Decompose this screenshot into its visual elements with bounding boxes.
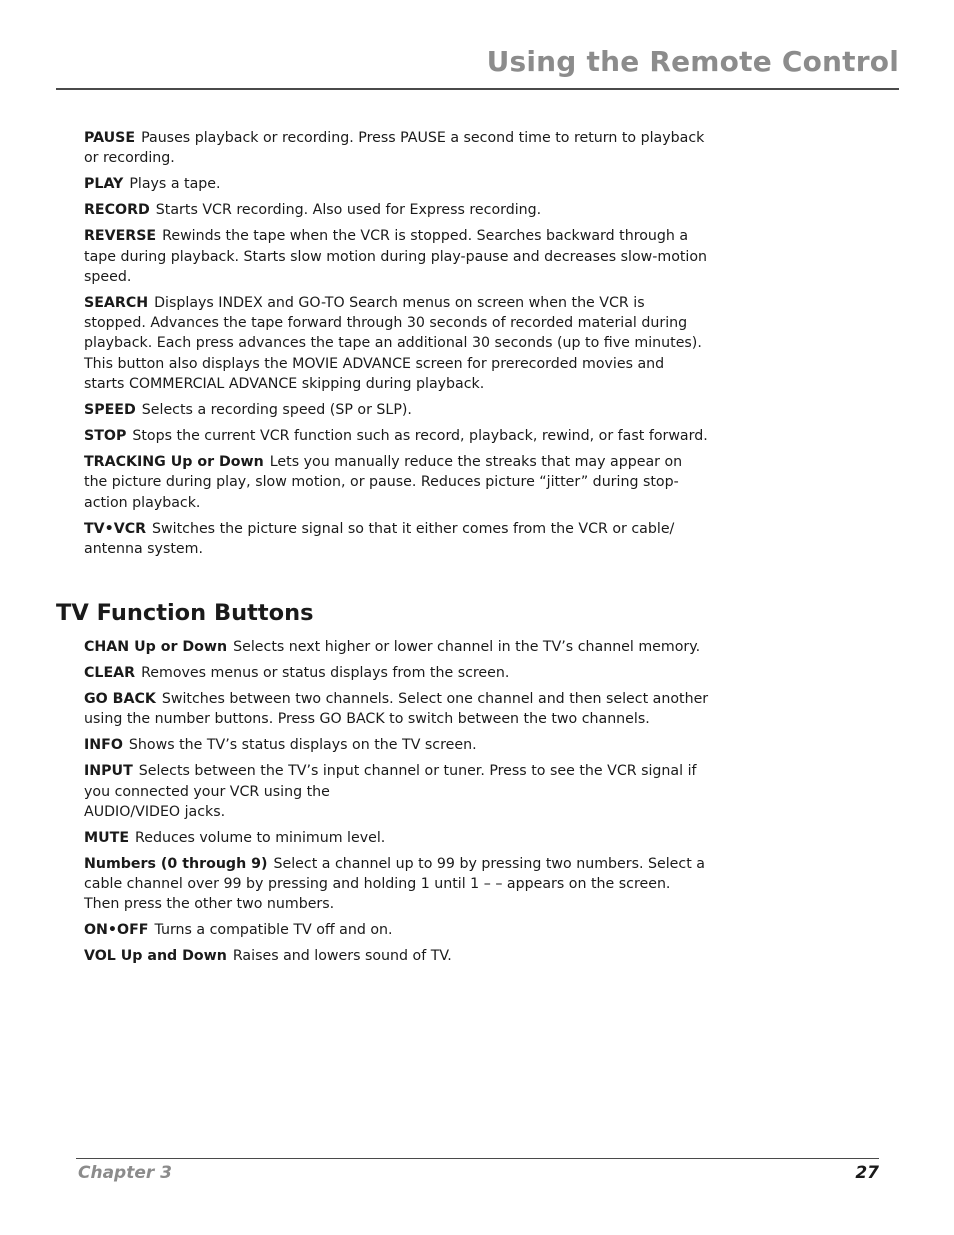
entry-description: Stops the current VCR function such as record, playback, rewind, or fast forward.: [132, 427, 708, 444]
entry-description: Switches between two channels. Select one channel and then select another using the number buttons. Press GO BACK to switch between the two channels.: [84, 690, 709, 728]
entry-term: SEARCH: [84, 294, 149, 311]
page-footer: [76, 1158, 879, 1191]
entry-description: Lets you manually reduce the streaks that may appear on the picture during play, slow motion, or pause. Reduces picture “jitter” during stop-action playback.: [84, 453, 683, 511]
entry-description: Removes menus or status displays from the screen.: [141, 664, 510, 681]
entry-description: Displays INDEX and GO-TO Search menus on screen when the VCR is stopped. Advances the tape forward through 30 seconds of recorded material during playback. Each press advances the tape an additional 30 seconds (up to five minutes). This button also displays the MOVIE ADVANCE screen for prerecorded movies and starts COMMERCIAL ADVANCE skipping during playback.: [84, 294, 702, 393]
page-number: 27: [855, 1163, 879, 1183]
entry-play: [84, 174, 709, 194]
entry-term: STOP: [84, 427, 127, 444]
entry-go-back: [84, 689, 709, 730]
entry-term: CHAN Up or Down: [84, 639, 228, 655]
entry-description: Switches the picture signal so that it either comes from the VCR or cable/ antenna system.: [84, 520, 675, 557]
entry-description: Starts VCR recording. Also used for Express recording.: [155, 202, 542, 219]
entry-term: PAUSE: [84, 130, 136, 146]
entry-description: Turns a compatible TV off and on.: [154, 922, 393, 939]
entry-term: Numbers (0 through 9): [84, 855, 268, 872]
entry-tv-vcr: [84, 519, 709, 560]
entry-description: Select a channel up to 99 by pressing two numbers. Select a cable channel over 99 by pressing and holding 1 until 1 – – appears on the screen. Then press the other two numbers.: [84, 855, 705, 913]
entry-term: PLAY: [84, 176, 124, 193]
entry-description: Selects a recording speed (SP or SLP).: [141, 402, 412, 418]
entry-info: [84, 735, 709, 755]
entry-chan: [84, 637, 709, 657]
vcr-buttons-list: [84, 128, 709, 565]
entry-description: Raises and lowers sound of TV.: [232, 948, 452, 965]
entry-term: MUTE: [84, 829, 130, 846]
page-header: [56, 40, 899, 90]
chapter-label: Chapter 3: [78, 1163, 173, 1183]
entry-description: Selects next higher or lower channel in the TV’s channel memory.: [233, 639, 701, 655]
entry-description-continued: AUDIO/VIDEO jacks.: [84, 803, 226, 820]
entry-term: REVERSE: [84, 228, 157, 245]
entry-term: RECORD: [84, 202, 150, 219]
entry-description: Selects between the TV’s input channel or tuner. Press to see the VCR signal if you connected your VCR using the: [84, 763, 697, 800]
entry-mute: [84, 828, 709, 848]
entry-term: ON•OFF: [84, 922, 149, 939]
entry-reverse: [84, 226, 709, 287]
entry-term: CLEAR: [84, 664, 136, 681]
entry-pause: [84, 128, 709, 169]
entry-description: Rewinds the tape when the VCR is stopped. Searches backward through a tape during playback. Starts slow motion during play-pause and decreases slow-motion speed.: [84, 228, 708, 285]
entry-clear: [84, 663, 709, 683]
entry-term: TV•VCR: [84, 520, 147, 537]
entry-term: GO BACK: [84, 690, 156, 707]
entry-term: INPUT: [84, 763, 133, 780]
tv-buttons-list: [84, 637, 709, 972]
entry-on-off: [84, 920, 709, 940]
entry-description: Shows the TV’s status displays on the TV screen.: [128, 737, 477, 754]
entry-term: TRACKING Up or Down: [84, 453, 264, 470]
entry-record: [84, 200, 709, 220]
entry-tracking: [84, 452, 709, 513]
entry-description: Pauses playback or recording. Press PAUSE a second time to return to playback or recording.: [84, 130, 705, 167]
entry-description: Plays a tape.: [129, 176, 221, 193]
entry-input: [84, 761, 709, 822]
entry-term: SPEED: [84, 402, 136, 418]
entry-speed: [84, 400, 709, 420]
entry-description: Reduces volume to minimum level.: [135, 829, 386, 846]
section-heading-tv-function-buttons: TV Function Buttons: [56, 600, 314, 626]
entry-term: VOL Up and Down: [84, 948, 227, 965]
entry-term: INFO: [84, 737, 123, 754]
entry-stop: [84, 426, 709, 446]
entry-search: [84, 293, 709, 394]
entry-vol: [84, 946, 709, 966]
page-title: Using the Remote Control: [486, 45, 899, 78]
entry-numbers: [84, 854, 709, 915]
